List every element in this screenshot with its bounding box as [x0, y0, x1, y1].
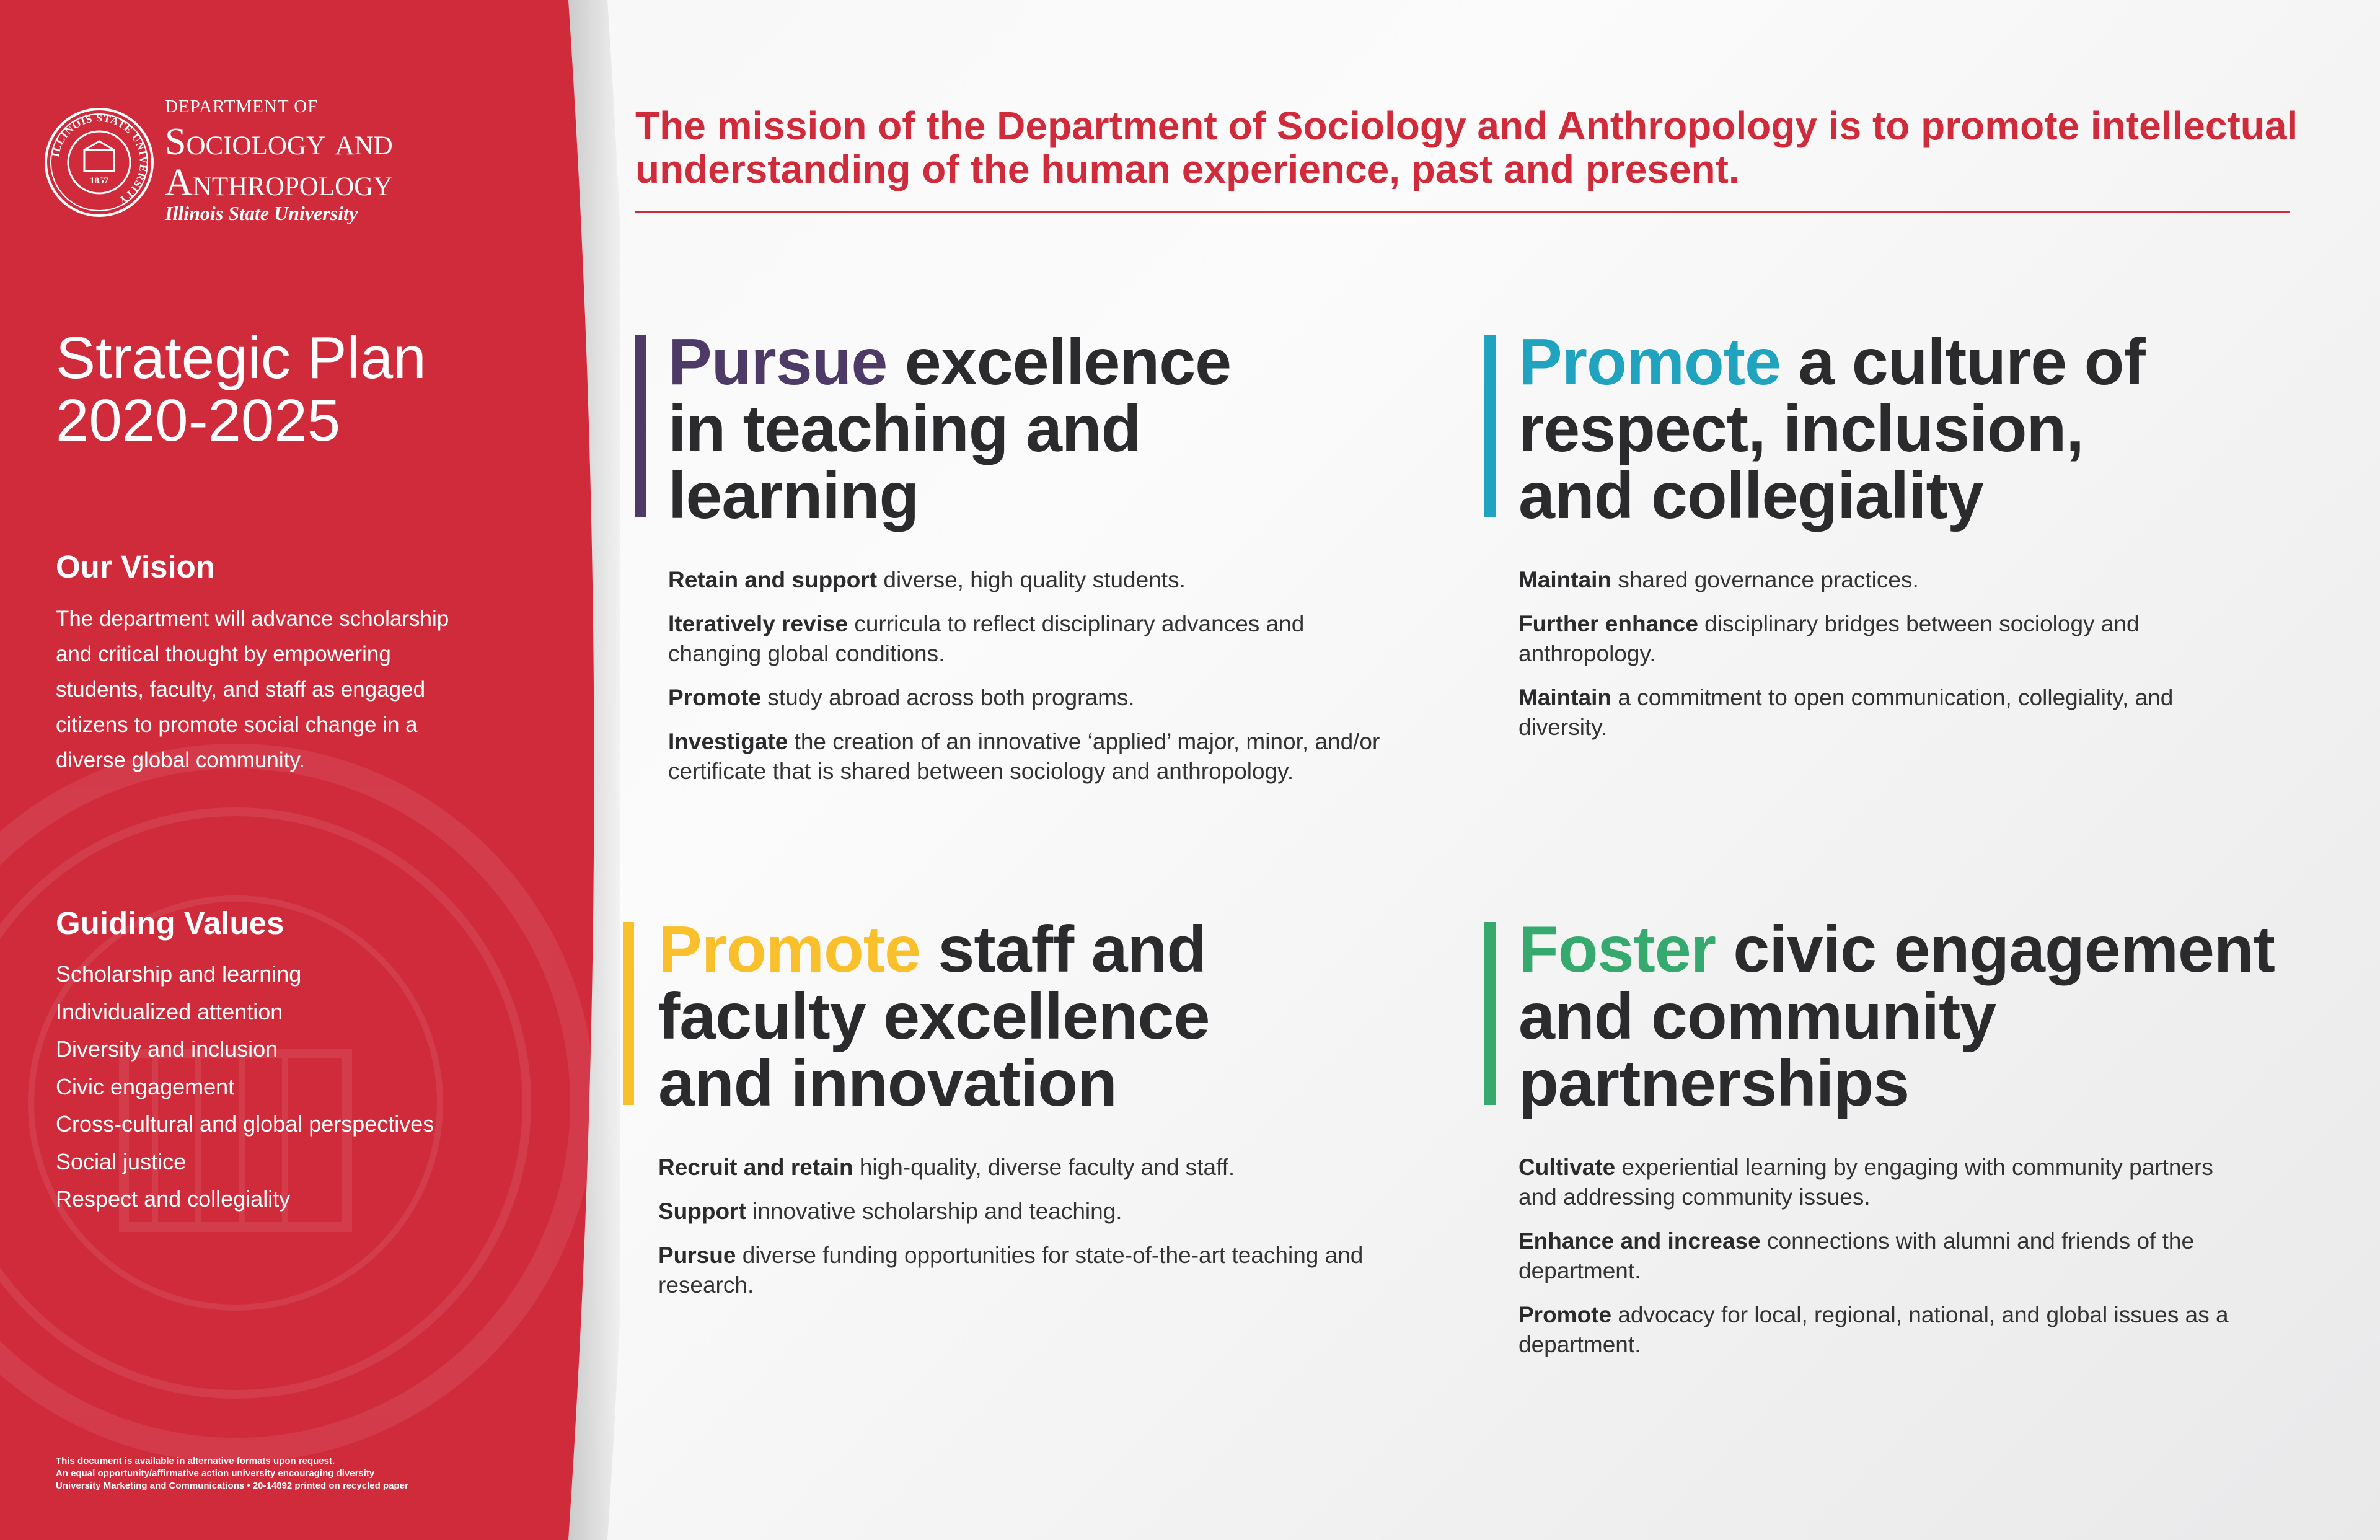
goal-3-item: Support innovative scholarship and teaching.	[658, 1199, 1122, 1224]
goal-3-accent-bar	[623, 922, 634, 1105]
university-name: Illinois State University	[165, 202, 358, 224]
svg-text:ILLINOIS STATE UNIVERSITY: ILLINOIS STATE UNIVERSITY	[49, 112, 150, 207]
goal-3-item: Recruit and retain high-quality, diverse faculty and staff.	[658, 1155, 1235, 1180]
mission-statement: The mission of the Department of Sociology and Anthropology is to promote intellectual understanding of the human experience, past and present.	[635, 103, 2298, 191]
goal-4-item: Enhance and increase connections with alumni and friends of the department.	[1518, 1228, 2195, 1283]
goal-1-title	[668, 325, 1232, 532]
value-item: Cross-cultural and global perspectives	[56, 1111, 434, 1137]
mission-divider	[635, 211, 2290, 213]
value-item: Scholarship and learning	[56, 961, 302, 987]
vision-text: The department will advance scholarship and critical thought by empowering students, faculty, and staff as engaged citizens to promote social change in a diverse global community.	[56, 607, 449, 772]
goal-1-keyword: Pursue	[668, 325, 888, 398]
goal-2-item: Further enhance disciplinary bridges between sociology and anthropology.	[1518, 611, 2140, 666]
goal-4-list	[1518, 1153, 2231, 1374]
value-item: Individualized attention	[56, 998, 283, 1024]
goal-1-title-line2: in teaching and	[668, 392, 1141, 465]
goal-2-title-rest: a culture of	[1780, 325, 2145, 398]
plan-title-line1: Strategic Plan	[56, 325, 426, 391]
goal-1-title-line3: learning	[668, 459, 919, 532]
goal-4-title-line2: and community	[1518, 980, 1996, 1053]
goal-1-item: Investigate the creation of an innovative ‘applied’ major, minor, and/or certificate that is shared between sociology and anthropology.	[668, 729, 1380, 784]
footer-line3: University Marketing and Communications • 20-14892 printed on recycled paper	[56, 1481, 408, 1491]
goal-2-accent-bar	[1484, 335, 1496, 517]
goal-1-accent-bar	[635, 335, 646, 517]
goal-3-keyword: Promote	[658, 913, 920, 986]
goal-4-title-rest: civic engagement	[1715, 913, 2275, 986]
goal-2-title-line3: and collegiality	[1518, 459, 1983, 532]
svg-text:1857: 1857	[90, 176, 108, 186]
value-item: Civic engagement	[56, 1073, 235, 1099]
footer-line2: An equal opportunity/affirmative action university encouraging diversity	[56, 1468, 375, 1479]
goal-2-list	[1518, 565, 2231, 757]
values-heading: Guiding Values	[56, 905, 284, 941]
footer-notice	[56, 1455, 408, 1492]
goal-1-title-rest: excellence	[887, 325, 1232, 398]
value-item: Diversity and inclusion	[56, 1036, 278, 1062]
goal-3-item: Pursue diverse funding opportunities for state-of-the-art teaching and research.	[658, 1243, 1364, 1298]
goal-4-accent-bar	[1484, 922, 1496, 1105]
goal-2-item: Maintain shared governance practices.	[1518, 567, 1919, 592]
vision-heading: Our Vision	[56, 549, 215, 584]
goal-2-keyword: Promote	[1518, 325, 1781, 398]
goal-4-title	[1518, 913, 2275, 1120]
goal-1-item: Iteratively revise curricula to reflect disciplinary advances and changing global conditions.	[668, 611, 1305, 666]
values-list	[56, 956, 434, 1218]
goal-3-list	[658, 1153, 1371, 1314]
goal-1-item: Retain and support diverse, high quality students.	[668, 567, 1186, 592]
goal-4-item: Promote advocacy for local, regional, national, and global issues as a department.	[1518, 1302, 2229, 1357]
goal-4-item: Cultivate experiential learning by engaging with community partners and addressing community issues.	[1518, 1155, 2213, 1210]
goal-1-item: Promote study abroad across both programs.	[668, 685, 1135, 710]
goal-4-keyword: Foster	[1518, 913, 1716, 986]
plan-title-line2: 2020-2025	[56, 387, 341, 454]
goal-3-title-line3: and innovation	[658, 1047, 1117, 1120]
goal-2-title-line2: respect, inclusion,	[1518, 392, 2084, 465]
dept-name-line2: Anthropology	[165, 162, 393, 204]
goal-2-title	[1518, 325, 2145, 532]
value-item: Respect and collegiality	[56, 1186, 291, 1212]
dept-of-label: DEPARTMENT OF	[165, 97, 319, 117]
goal-3-title-rest: staff and	[920, 913, 1207, 986]
goal-1-list	[668, 565, 1381, 801]
university-seal-logo	[43, 107, 155, 218]
footer-line1: This document is available in alternative formats upon request.	[56, 1456, 335, 1466]
plan-title	[56, 327, 426, 452]
goal-3-title-line2: faculty excellence	[658, 980, 1210, 1053]
dept-name-line1: Sociology and	[165, 121, 393, 163]
goal-4-title-line3: partnerships	[1518, 1047, 1910, 1120]
goal-3-title	[658, 913, 1210, 1120]
goal-2-item: Maintain a commitment to open communication, collegiality, and diversity.	[1518, 685, 2174, 740]
value-item: Social justice	[56, 1148, 187, 1174]
